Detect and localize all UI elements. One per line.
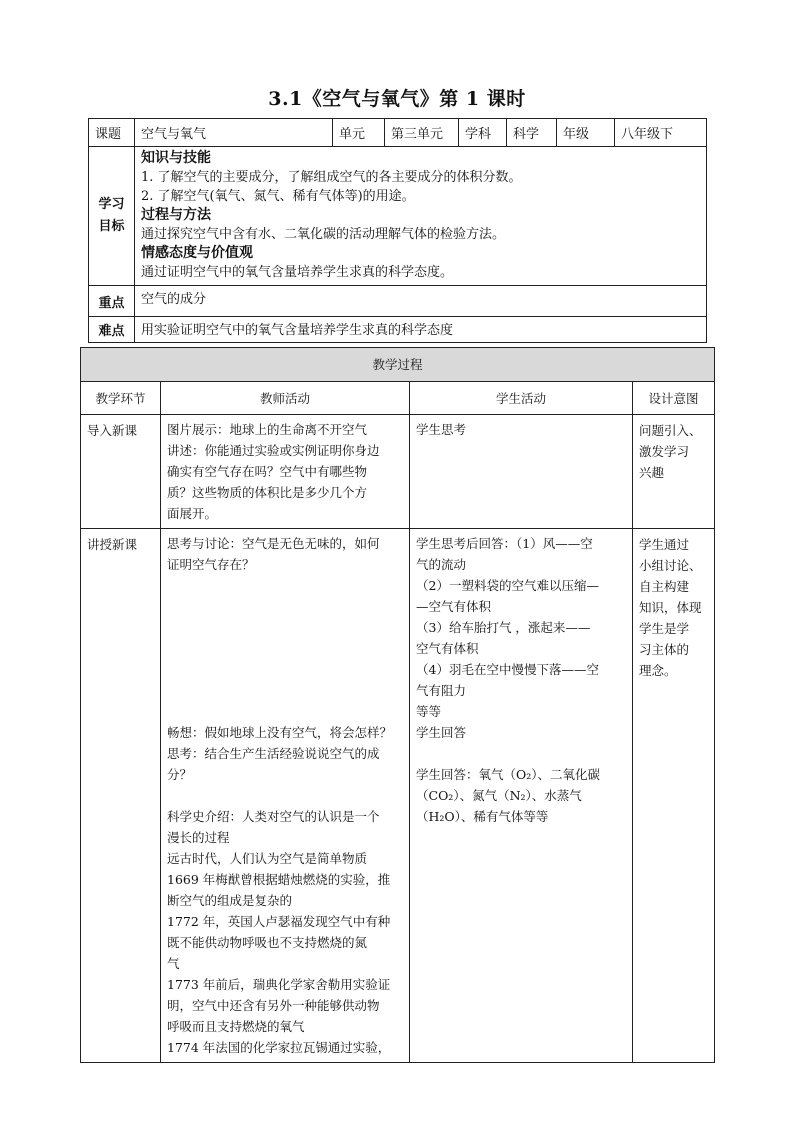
unit-label: 单元	[333, 119, 385, 147]
grade-label: 年级	[557, 119, 615, 147]
topic-label: 课题	[89, 119, 135, 147]
difficulty-value: 用实验证明空气中的氧气含量培养学生求真的科学态度	[135, 317, 707, 343]
method-heading: 过程与方法	[141, 207, 211, 223]
knowledge-item: 2. 了解空气(氧气、氮气、稀有气体等)的用途。	[141, 189, 415, 204]
process-banner: 教学过程	[81, 348, 715, 382]
design-intent-lecture: 学生通过 小组讨论、 自主构建 知识，体现 学生是学 习主体的 理念。	[633, 529, 715, 1063]
student-activity-intro: 学生思考	[410, 415, 633, 529]
stage-lecture: 讲授新课	[81, 529, 161, 1063]
student-activity-lecture: 学生思考后回答：（1）风——空 气的流动 （2）一塑料袋的空气难以压缩— —空气有体积 （3）给车胎打气 ，涨起来—— 空气有体积 （4）羽毛在空中慢慢下落——空 气有阻力 等等 学生回答 学生回答：氧气（O₂）、二氧化碳 （CO₂）、氮气（N₂）、水蒸气 （H₂O）、稀有气体等等	[410, 529, 633, 1063]
key-point-label: 重点	[89, 286, 135, 317]
column-header-teacher: 教师活动	[161, 382, 410, 415]
column-header-stage: 教学环节	[81, 382, 161, 415]
page-title: 3.1《空气与氧气》第 1 课时	[268, 88, 526, 110]
design-intent-intro: 问题引入、 激发学习 兴趣	[633, 415, 715, 529]
topic-value: 空气与氧气	[135, 119, 333, 147]
teacher-activity-intro: 图片展示：地球上的生命离不开空气 讲述：你能通过实验或实例证明你身边 确实有空气存在吗？空气中有哪些物 质？这些物质的体积比是多少几个方 面展开。	[161, 415, 410, 529]
knowledge-item: 1. 了解空气的主要成分，了解组成空气的各主要成分的体积分数。	[141, 170, 522, 185]
stage-intro: 导入新课	[81, 415, 161, 529]
teaching-process-table	[80, 347, 715, 1063]
column-header-student: 学生活动	[410, 382, 633, 415]
column-header-intent: 设计意图	[633, 382, 715, 415]
method-text: 通过探究空气中含有水、二氧化碳的活动理解气体的检验方法。	[141, 227, 506, 242]
grade-value: 八年级下	[615, 119, 707, 147]
attitude-text: 通过证明空气中的氧气含量培养学生求真的科学态度。	[141, 265, 454, 280]
teacher-activity-lecture: 思考与讨论：空气是无色无味的，如何 证明空气存在？ 畅想：假如地球上没有空气，将会怎样？ 思考：结合生产生活经验说说空气的成 分？ 科学史介绍：人类对空气的认识是一个 漫长的过程 远古时代，人们认为空气是简单物质 1669 年梅猷曾根据蜡烛燃烧的实验，推 断空气的组成是复杂的 1772 年，英国人卢瑟福发现空气中有种 既不能供动物呼吸也不支持燃烧的氮 气 1773 年前后，瑞典化学家舍勒用实验证 明，空气中还含有另外一种能够供动物 呼吸而且支持燃烧的氧气 1774 年法国的化学家拉瓦锡通过实验，	[161, 529, 410, 1063]
objectives-label: 学习 目标	[89, 147, 135, 286]
lesson-info-table	[88, 118, 707, 343]
unit-value: 第三单元	[385, 119, 459, 147]
difficulty-label: 难点	[89, 317, 135, 343]
knowledge-heading: 知识与技能	[141, 150, 211, 166]
subject-value: 科学	[507, 119, 557, 147]
objectives-content	[135, 147, 707, 286]
subject-label: 学科	[459, 119, 507, 147]
attitude-heading: 情感态度与价值观	[141, 245, 253, 261]
key-point-value: 空气的成分	[135, 286, 707, 317]
